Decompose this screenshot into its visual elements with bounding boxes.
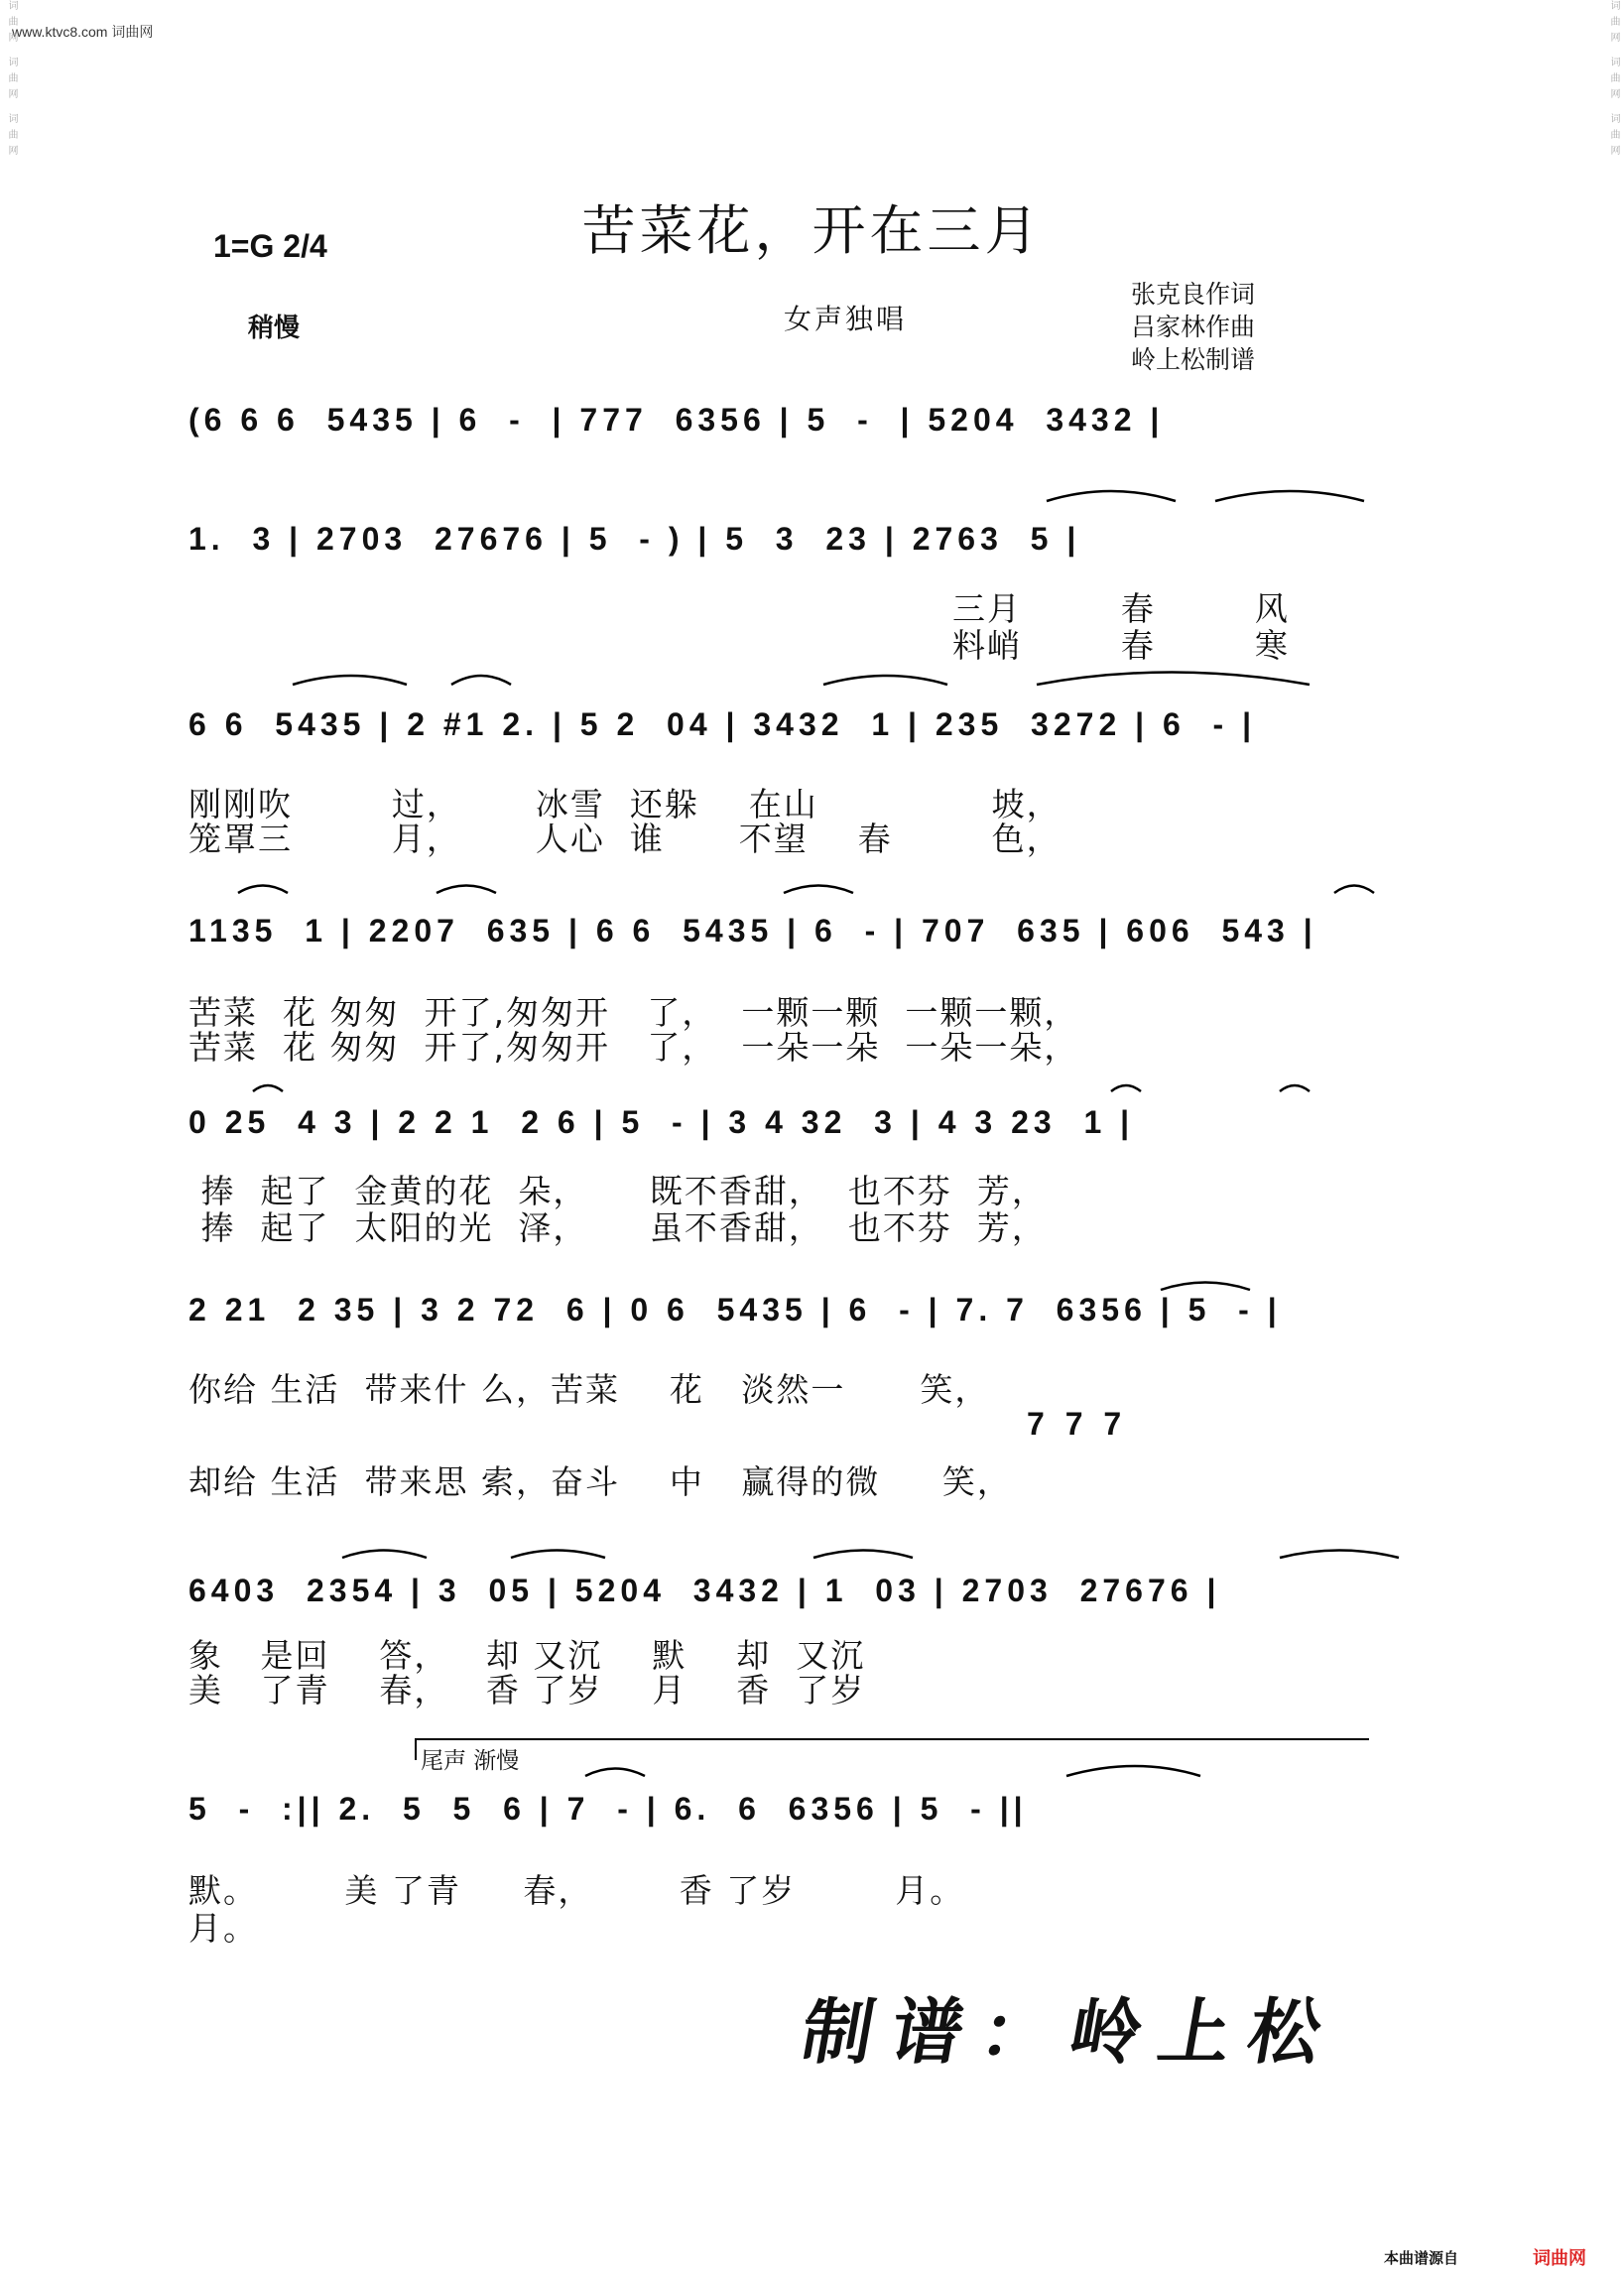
staff-notes: 5 - :|| 2. 5 5 6 | 7 - | 6. 6 6356 | 5 - || — [188, 1791, 1028, 1827]
arranger: 岭上松制谱 — [1131, 345, 1256, 374]
slur — [1066, 1766, 1200, 1776]
slur — [823, 676, 947, 685]
watermark-text: 词曲网 — [6, 113, 17, 162]
site-url[interactable]: www.ktvc8.com 词曲网 — [12, 24, 154, 40]
slur — [1037, 673, 1310, 686]
slur — [1161, 1283, 1250, 1291]
slur — [238, 886, 288, 894]
performance-type: 女声独唱 — [784, 303, 908, 335]
slur — [1280, 1551, 1399, 1559]
lyric-line: 月。 — [188, 1909, 258, 1948]
slur — [293, 676, 407, 685]
slur — [585, 1769, 645, 1777]
lyric-line: 苦菜 花 匆匆 开了,匆匆开 了， 一颗一颗 一颗一颗， — [188, 993, 1079, 1032]
slur — [1111, 1085, 1141, 1091]
lyricist: 张克良作词 — [1131, 280, 1256, 309]
staff-notes: 2 21 2 35 | 3 2 72 6 | 0 6 5435 | 6 - | 7. 7 6356 | 5 - | — [188, 1292, 1282, 1328]
watermark-text: 词曲网 — [1608, 113, 1619, 162]
song-title: 苦菜花，开在三月 — [581, 199, 1043, 262]
slur — [451, 676, 511, 685]
lyric-line: 刚刚吹 过， 冰雪 还躲 在山 坡， — [188, 785, 1062, 823]
slur — [253, 1085, 283, 1091]
lyric-line: 三月 春 风 — [952, 589, 1290, 628]
staff-notes: 1135 1 | 2207 635 | 6 6 5435 | 6 - | 707 635 | 606 543 | — [188, 913, 1317, 949]
slur — [1334, 886, 1374, 894]
slur — [1047, 491, 1176, 501]
staff-notes: (6 6 6 5435 | 6 - | 777 6356 | 5 - | 5204 3432 | — [188, 402, 1165, 438]
composer: 吕家林作曲 — [1131, 313, 1256, 341]
lyric-line: 象 是回 答， 却 又沉 默 却 又沉 — [188, 1636, 866, 1675]
lyric-line: 却给 生活 带来思 索，奋斗 中 赢得的微 笑， — [188, 1462, 1012, 1501]
lyric-line: 美 了青 春， 香 了岁 月 香 了岁 — [188, 1671, 866, 1709]
lyric-line: 笼罩三 月， 人心 谁 不望 春 色， — [188, 820, 1062, 858]
watermark-text: 词曲网 — [6, 0, 17, 48]
upper-note-line: 7 7 7 — [1027, 1406, 1128, 1442]
staff-notes: 6403 2354 | 3 05 | 5204 3432 | 1 03 | 2703 27676 | — [188, 1573, 1221, 1608]
tempo-marking: 稍慢 — [248, 314, 301, 343]
slur — [813, 1551, 913, 1559]
lyric-line: 捧 起了 太阳的光 泽， 虽不香甜， 也不芬 芳， — [188, 1208, 1047, 1247]
watermark-text: 词曲网 — [1608, 57, 1619, 105]
lyric-line: 你给 生活 带来什 么，苦菜 花 淡然一 笑， — [188, 1370, 990, 1409]
slur — [1280, 1085, 1310, 1091]
slur — [511, 1551, 605, 1559]
staff-notes: 1. 3 | 2703 27676 | 5 - ) | 5 3 23 | 2763 5 | — [188, 521, 1081, 557]
lyric-line: 料峭 春 寒 — [952, 626, 1290, 665]
footer-site-link[interactable]: 词曲网 — [1533, 2248, 1586, 2269]
staff-notes: 6 6 5435 | 2 #1 2. | 5 2 04 | 3432 1 | 235 3272 | 6 - | — [188, 706, 1257, 742]
footer-source: 本曲谱源自 — [1384, 2249, 1459, 2267]
arranger-stamp: 制谱：岭上松 — [795, 1989, 1346, 2074]
watermark-text: 词曲网 — [6, 57, 17, 105]
key-signature: 1=G 2/4 — [213, 228, 327, 264]
lyric-line: 捧 起了 金黄的花 朵， 既不香甜， 也不芬 芳， — [188, 1172, 1047, 1210]
slur — [437, 886, 496, 894]
staff-notes: 0 25 4 3 | 2 2 1 2 6 | 5 - | 3 4 32 3 | 4 3 23 1 | — [188, 1104, 1135, 1140]
slur — [1215, 491, 1364, 501]
lyric-line: 苦菜 花 匆匆 开了,匆匆开 了， 一朵一朵 一朵一朵， — [188, 1028, 1079, 1067]
lyric-line: 默。 美 了青 春， 香 了岁 月。 — [188, 1871, 965, 1910]
coda-label: 尾声 渐慢 — [421, 1748, 520, 1774]
slur — [784, 886, 853, 894]
watermark-text: 词曲网 — [1608, 0, 1619, 48]
slur — [342, 1551, 427, 1559]
